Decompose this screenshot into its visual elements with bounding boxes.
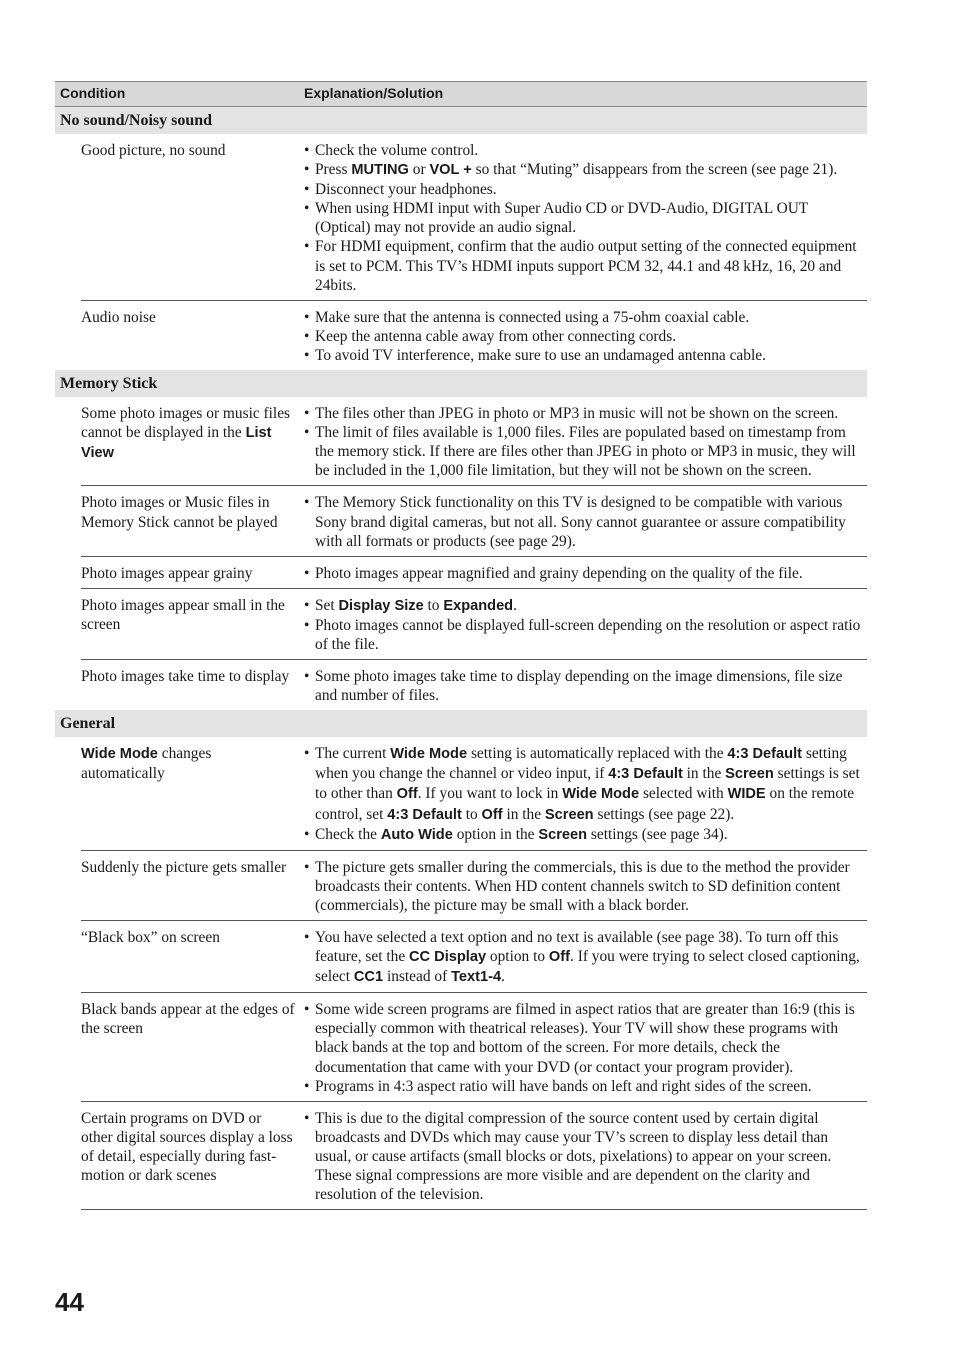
condition-cell: Black bands appear at the edges of the screen (81, 1001, 295, 1038)
table-row (81, 737, 867, 850)
bullet-item: • The limit of files available is 1,000 files. Files are populated based on timestamp from the memory stick. If there are files other than JPEG in photo or MP3 in music, they will be included in the 1,000 file limitation, but they will not be shown on the screen. (304, 423, 867, 480)
section-memory-stick: Memory Stick (55, 370, 867, 397)
table-row (81, 486, 867, 556)
solution-cell (304, 493, 867, 550)
solution-cell (304, 308, 867, 365)
bullet-item: • The Memory Stick functionality on this TV is designed to be compatible with various Sony brand digital cameras, but not all. Sony cannot guarantee or assure compatibility with all formats or products (see page 29). (304, 493, 867, 550)
bullet-item: • Some wide screen programs are filmed in aspect ratios that are greater than 16:9 (this is especially common with theatrical releases). Your TV will show these programs with black bands at the top and bottom of the screen. For more details, check the documentation that came with your DVD (or contact your program provider). (304, 1000, 867, 1076)
bullet-item: • Programs in 4:3 aspect ratio will have bands on left and right sides of the screen. (304, 1077, 867, 1096)
table-row (81, 134, 867, 301)
bullet-item: • Set Display Size to Expanded. (304, 596, 867, 616)
bullet-item: • Check the Auto Wide option in the Screen settings (see page 34). (304, 825, 867, 845)
solution-cell (304, 1000, 867, 1095)
condition-cell: Certain programs on DVD or other digital sources display a loss of detail, especially during fast-motion or dark scenes (81, 1109, 293, 1185)
bullet-item: • Keep the antenna cable away from other connecting cords. (304, 327, 867, 346)
bullet-item: • Photo images cannot be displayed full-screen depending on the resolution or aspect ratio of the file. (304, 616, 867, 654)
bullet-item: • For HDMI equipment, confirm that the audio output setting of the connected equipment is set to PCM. This TV’s HDMI inputs support PCM 32, 44.1 and 48 kHz, 16, 20 and 24bits. (304, 237, 867, 294)
table-row (81, 921, 867, 993)
bullet-item: • Check the volume control. (304, 141, 867, 160)
section-general: General (55, 710, 867, 737)
solution-cell (304, 404, 867, 480)
table-row (81, 557, 867, 589)
solution-cell (304, 744, 867, 844)
condition-cell: “Black box” on screen (81, 929, 220, 946)
table-row (81, 589, 867, 660)
bullet-item: • To avoid TV interference, make sure to use an undamaged antenna cable. (304, 346, 867, 365)
condition-cell: Photo images appear small in the screen (81, 596, 285, 633)
bullet-item: • Disconnect your headphones. (304, 180, 867, 199)
table-row (81, 851, 867, 921)
table-row (81, 301, 867, 370)
bullet-item: • The files other than JPEG in photo or MP3 in music will not be shown on the screen. (304, 404, 867, 423)
solution-cell (304, 564, 867, 583)
solution-cell (304, 667, 867, 705)
bullet-item: • You have selected a text option and no text is available (see page 38). To turn off this feature, set the CC Display option to Off. If you were trying to select closed captioning, select CC1 instead of Text1-4. (304, 928, 867, 987)
condition-cell: Audio noise (81, 308, 156, 326)
condition-cell: Photo images take time to display (81, 668, 290, 686)
table-row (81, 993, 867, 1101)
solution-cell (304, 596, 867, 654)
bullet-item: • This is due to the digital compression of the source content used by certain digital broadcasts and DVDs which may cause your TV’s screen to display less detail than usual, or cause artifacts (small blocks or dots, pixelations) to appear on your screen. These signal compressions are more visible and are dependent on the clarity and resolution of the television. (304, 1109, 867, 1204)
table-row (81, 397, 867, 486)
condition-cell: Suddenly the picture gets smaller (81, 858, 287, 876)
solution-cell (304, 141, 867, 295)
condition-cell: Wide Mode changes automatically (81, 745, 212, 783)
table-row (81, 660, 867, 710)
section-no-sound: No sound/Noisy sound (55, 107, 867, 134)
bullet-item: • Press MUTING or VOL + so that “Muting” disappears from the screen (see page 21). (304, 160, 867, 180)
bullet-item: • The current Wide Mode setting is automatically replaced with the 4:3 Default setting when you change the channel or video input, if 4:3 Default in the Screen settings is set to other than Off. If you want to lock in Wide Mode selected with WIDE on the remote control, set 4:3 Default to Off in the Screen settings (see page 22). (304, 744, 867, 824)
solution-cell (304, 858, 867, 915)
bullet-item: • When using HDMI input with Super Audio CD or DVD-Audio, DIGITAL OUT (Optical) may not provide an audio signal. (304, 199, 867, 237)
table-header (55, 81, 867, 107)
table-row (81, 1102, 867, 1210)
condition-cell: Photo images appear grainy (81, 564, 253, 582)
troubleshooting-table (55, 81, 867, 1210)
condition-cell: Photo images or Music files in Memory Stick cannot be played (81, 494, 278, 531)
solution-cell (304, 1109, 867, 1204)
bullet-item: • The picture gets smaller during the commercials, this is due to the method the provider broadcasts their contents. When HD content channels switch to SD definition content (commercials), the picture may be small with a black border. (304, 858, 867, 915)
solution-cell (304, 928, 867, 987)
condition-cell: Good picture, no sound (81, 142, 226, 159)
condition-header: Condition (60, 85, 126, 102)
bullet-item: • Photo images appear magnified and grainy depending on the quality of the file. (304, 564, 867, 583)
bullet-item: • Make sure that the antenna is connected using a 75-ohm coaxial cable. (304, 308, 867, 327)
bullet-item: • Some photo images take time to display depending on the image dimensions, file size and number of files. (304, 667, 867, 705)
condition-cell: Some photo images or music files cannot be displayed in the List View (81, 405, 291, 462)
explanation-header: Explanation/Solution (304, 85, 444, 102)
page-number: 44 (55, 1287, 84, 1317)
